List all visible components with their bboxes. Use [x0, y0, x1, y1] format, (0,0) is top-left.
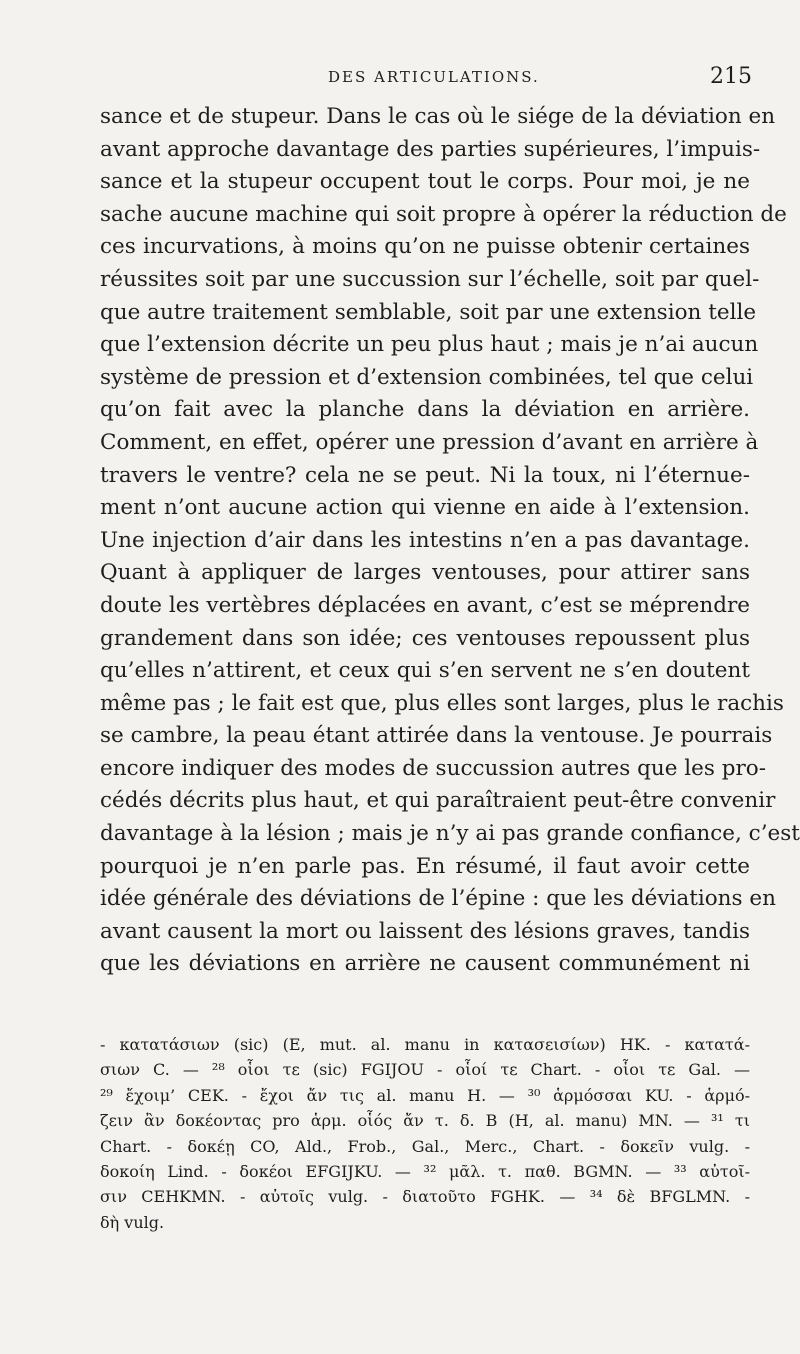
text-line: sance et de stupeur. Dans le cas où le siége de la déviation en — [100, 104, 776, 129]
text-line: se cambre, la peau étant attirée dans la ventouse. Je pourrais — [100, 723, 773, 749]
footnote-line: δὴ vulg. — [100, 1212, 165, 1232]
text-line: pourquoi je n’en parle pas. En résumé, il faut avoir cette — [100, 853, 750, 879]
page-header — [100, 60, 752, 100]
text-line: qu’elles n’attirent, et ceux qui s’en servent ne s’en doutent — [100, 658, 750, 684]
text-line: cédés décrits plus haut, et qui paraîtraient peut-être convenir — [100, 788, 776, 814]
text-line: doute les vertèbres déplacées en avant, c’est se méprendre — [100, 592, 750, 618]
text-line: Quant à appliquer de larges ventouses, pour attirer sans — [100, 560, 750, 586]
text-line: qu’on fait avec la planche dans la déviation en arrière. — [100, 397, 750, 423]
footnotes — [100, 1032, 750, 1235]
main-text — [100, 101, 800, 981]
page-number: 215 — [710, 64, 752, 89]
text-line: sance et la stupeur occupent tout le corps. Pour moi, je ne — [100, 169, 750, 195]
footnote-line: σιν CEHKMN. - αὐτοῖς vulg. - διατοῦτο FGHK. — ³⁴ δὲ BFGLMN. - — [100, 1187, 750, 1207]
footnote-line: σιων C. — ²⁸ οἷοι τε (sic) FGIJOU - οἷοί τε Chart. - οἷοι τε Gal. — — [100, 1060, 750, 1080]
text-line: que les déviations en arrière ne causent communément ni — [100, 951, 750, 977]
text-line: grandement dans son idée; ces ventouses repoussent plus — [100, 625, 750, 651]
text-line: Une injection d’air dans les intestins n’en a pas davantage. — [100, 527, 750, 553]
footnote-line: Chart. - δοκέῃ CO, Ald., Frob., Gal., Merc., Chart. - δοκεῖν vulg. - — [100, 1136, 750, 1156]
text-line: système de pression et d’extension combinées, tel que celui — [100, 364, 754, 390]
running-head: DES ARTICULATIONS. — [328, 68, 540, 86]
footnote-line: - κατατάσιων (sic) (E, mut. al. manu in κατασεισίων) HK. - κατατά- — [100, 1035, 750, 1054]
footnote-line: ζειν ἂν δοκέοντας pro ἁρμ. οἷός ἄν τ. δ. B (H, al. manu) MN. — ³¹ τι — [100, 1111, 750, 1131]
text-line: que l’extension décrite un peu plus haut ; mais je n’ai aucun — [100, 332, 759, 358]
text-line: idée générale des déviations de l’épine : que les déviations en — [100, 886, 776, 912]
text-line: encore indiquer des modes de succussion autres que les pro- — [100, 755, 766, 781]
footnote-line: ²⁹ ἔχοιμ’ CEK. - ἔχοι ἄν τις al. manu H. — ³⁰ ἁρμόσσαι KU. - ἁρμό- — [100, 1085, 750, 1105]
text-line: que autre traitement semblable, soit par une extension telle — [100, 299, 757, 325]
text-line: avant causent la mort ou laissent des lésions graves, tandis — [100, 918, 750, 944]
text-line: davantage à la lésion ; mais je n’y ai pas grande confiance, c’est — [100, 821, 800, 847]
text-line: même pas ; le fait est que, plus elles sont larges, plus le rachis — [100, 690, 784, 716]
text-line: réussites soit par une succussion sur l’échelle, soit par quel- — [100, 266, 760, 292]
text-line: Comment, en effet, opérer une pression d’avant en arrière à — [100, 429, 759, 455]
text-line: sache aucune machine qui soit propre à opérer la réduction de — [100, 201, 787, 227]
footnote-line: δοκοίη Lind. - δοκέοι EFGIJKU. — ³² μᾶλ. τ. παθ. BGMN. — ³³ αὐτοῖ- — [100, 1162, 750, 1182]
text-line: ces incurvations, à moins qu’on ne puisse obtenir certaines — [100, 234, 750, 260]
text-line: ment n’ont aucune action qui vienne en aide à l’extension. — [100, 495, 750, 521]
text-line: avant approche davantage des parties supérieures, l’impuis- — [100, 136, 761, 162]
text-line: travers le ventre? cela ne se peut. Ni la toux, ni l’éternue- — [100, 462, 750, 488]
